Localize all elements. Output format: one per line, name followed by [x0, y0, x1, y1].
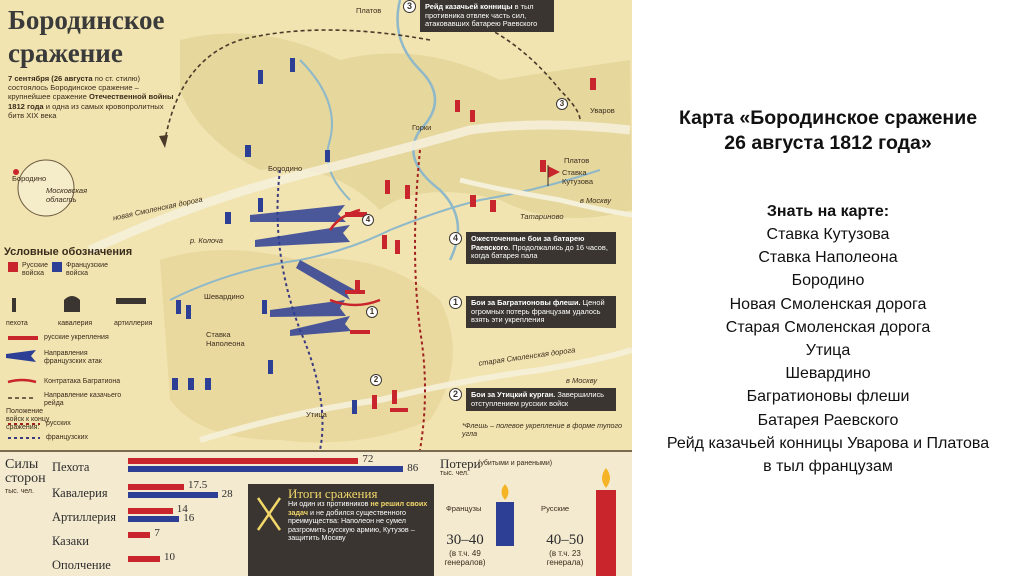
marker-4: 4 — [362, 214, 374, 226]
panel-list-item: Новая Смоленская дорога — [729, 295, 927, 313]
stats-row-label: Пехота — [52, 460, 90, 474]
stats-row-label: Ополчение — [52, 558, 111, 572]
panel-list-item: Багратионовы флеши — [746, 388, 910, 406]
label-to-moscow-bottom: в Москву — [566, 376, 598, 385]
callout-bold: Бои за Багратионовы флеши. — [471, 298, 581, 307]
map-intro — [8, 74, 178, 120]
map-title — [8, 4, 165, 70]
losses-french-generals: (в т.ч. 49 генералов) — [444, 549, 486, 567]
legend-pos-french: французских — [46, 434, 89, 441]
label-utitsa: Утица — [306, 410, 327, 419]
callout-text: Завершились отступлением русских войск — [471, 390, 604, 408]
map-legend — [4, 246, 164, 261]
label-old-smolensk-road: старая Смоленская дорога — [477, 345, 576, 368]
callout-bold: Ожесточенные бои за батарею Раевского. — [471, 234, 585, 252]
russian-value: 14 — [176, 503, 188, 515]
callout-utitsa-kurgan — [452, 388, 616, 411]
russian-bar — [128, 532, 150, 538]
label-uvarov: Уваров — [590, 106, 615, 115]
losses-russian-label: Русские — [541, 504, 570, 513]
french-bar — [128, 466, 403, 472]
losses-french-label: Французы — [446, 504, 482, 513]
callout-number: 3 — [403, 0, 416, 13]
results-title: Итоги сражения — [288, 486, 378, 501]
callout-bold: Рейд казачьей конницы — [425, 2, 513, 11]
panel-list-item: Шевардино — [785, 365, 871, 383]
russian-bar — [128, 508, 173, 514]
label-kutuzov-hq: Ставка Кутузова — [562, 168, 593, 186]
legend-fortifications: русские укрепления — [44, 334, 109, 341]
results-text-2: и не добился существенного преимущества: Наполеон не сумел разгромить русскую армию, Кутузов – защитить Москву — [288, 507, 415, 543]
label-borodino: Бородино — [268, 164, 303, 173]
stats-row-label: Кавалерия — [52, 486, 108, 500]
russian-value: 17.5 — [188, 479, 208, 491]
stats-title — [5, 458, 46, 486]
intro-text-3: и одна из самых кровопролитных битв XIX века — [8, 101, 164, 120]
losses-units: тыс. чел. — [440, 470, 469, 477]
label-platov-2: Платов — [564, 156, 590, 165]
french-bar — [128, 516, 179, 522]
callout-text: Ценой огромных потерь французам удалось взять эти укрепления — [471, 298, 605, 325]
losses-russian-value: 40–50 — [546, 532, 584, 548]
callout-text: Продолжались до 16 часов, когда батарея пала — [471, 242, 608, 261]
label-to-moscow-top: в Москву — [580, 196, 612, 205]
panel-title — [636, 106, 1020, 156]
losses-title: Потери — [440, 456, 481, 471]
losses-french-value: 30–40 — [446, 532, 484, 548]
panel-list-item: Старая Смоленская дорога — [725, 318, 931, 336]
russian-bar — [128, 458, 358, 464]
panel-list-item: Утица — [805, 342, 851, 360]
marker-1: 1 — [366, 306, 378, 318]
legend-bagration: Контратака Багратиона — [44, 378, 121, 385]
label-platov: Платов — [356, 6, 382, 15]
crossed-sabres-icon — [254, 494, 284, 534]
losses-russian-generals: (в т.ч. 23 генерала) — [546, 549, 584, 567]
results-text — [288, 500, 428, 543]
panel-heading: Знать на карте: — [766, 203, 890, 220]
label-shevardino: Шевардино — [204, 292, 244, 301]
legend-russian: Русские войска — [22, 262, 48, 277]
callout-number: 2 — [449, 388, 462, 401]
intro-bold: Отечественной войны 1812 года — [8, 92, 174, 111]
callout-number: 4 — [449, 232, 462, 245]
panel-list-item: Бородино — [791, 272, 865, 290]
legend-positions: Положение войск к концу сражения: — [6, 408, 50, 431]
russian-bar — [128, 484, 184, 490]
results-bold: не решил своих задач — [288, 499, 428, 517]
callout-bagration-fleches — [452, 296, 616, 328]
callout-number: 1 — [449, 296, 462, 309]
panel-title-line-1: Карта «Бородинское сражение — [678, 107, 978, 129]
intro-text-1: состоялось Бородинское сражение – — [8, 83, 139, 93]
callout-cossack-raid — [406, 0, 554, 32]
results-text-1: Ни один из противников — [288, 499, 369, 508]
legend-french: Французские войска — [66, 262, 108, 277]
panel-list — [636, 223, 1020, 478]
panel-list-item: Ставка Наполеона — [758, 249, 898, 267]
label-borodino-inset: Бородино — [12, 174, 47, 183]
panel-list-item: в тыл французам — [763, 458, 893, 476]
legend-cavalry: кавалерия — [58, 320, 93, 327]
legend-french-attacks: Направления французских атак — [44, 350, 102, 365]
legend-pos-russian: русских — [46, 420, 71, 427]
panel-list-item: Батарея Раевского — [757, 411, 899, 429]
stats-title-line-2: сторон — [5, 471, 46, 486]
intro-style-note: по ст. стилю) — [94, 74, 141, 83]
footnote: *Флешь – полевое укрепление в форме тупого угла — [462, 421, 623, 439]
legend-infantry: пехота — [6, 320, 28, 327]
legend-artillery: артиллерия — [114, 320, 153, 327]
french-value: 16 — [183, 512, 195, 524]
russian-value: 10 — [164, 551, 175, 563]
stats-units: тыс. чел. — [5, 488, 34, 495]
label-kolocha: р. Колоча — [190, 236, 223, 245]
label-new-smolensk-road: новая Смоленская дорога — [112, 194, 204, 223]
panel-list-item: Рейд казачьей конницы Уварова и Платова — [666, 434, 990, 452]
map-title-line-2: сражение — [8, 38, 123, 68]
russian-value: 72 — [362, 453, 374, 465]
map-title-line-1: Бородинское — [8, 5, 165, 35]
callout-text: в тыл противника отвлек часть сил, атаковавших батарею Раевского — [425, 2, 538, 29]
callout-raevsky-battery — [452, 232, 616, 264]
french-bar — [128, 492, 218, 498]
french-value: 28 — [221, 488, 233, 500]
stats-title-line-1: Силы — [5, 457, 39, 472]
russian-value: 7 — [154, 527, 160, 539]
panel-list-item: Ставка Кутузова — [766, 226, 890, 243]
intro-date: 7 сентября (26 августа — [8, 74, 93, 83]
stats-row-label: Казаки — [52, 534, 89, 548]
legend-cossack: Направление казачьего рейда — [44, 392, 122, 407]
label-moscow-region: Московская область — [46, 186, 88, 204]
intro-text-2: крупнейшее сражение — [8, 92, 87, 102]
marker-3: 3 — [556, 98, 568, 110]
label-napoleon-hq: Ставка Наполеона — [206, 330, 245, 348]
callout-bold: Бои за Утицкий курган. — [471, 390, 556, 399]
label-tatarinovo: Татариново — [520, 212, 564, 221]
battle-results — [248, 484, 434, 576]
losses-sub: (убитыми и ранеными) — [478, 460, 553, 467]
label-gorki: Горки — [412, 123, 432, 132]
russian-bar — [128, 556, 160, 562]
french-value: 86 — [407, 462, 419, 474]
stats-row-label: Артиллерия — [52, 510, 116, 524]
legend-title: Условные обозначения — [4, 246, 133, 258]
marker-2: 2 — [370, 374, 382, 386]
panel-title-line-2: 26 августа 1812 года» — [724, 132, 932, 154]
